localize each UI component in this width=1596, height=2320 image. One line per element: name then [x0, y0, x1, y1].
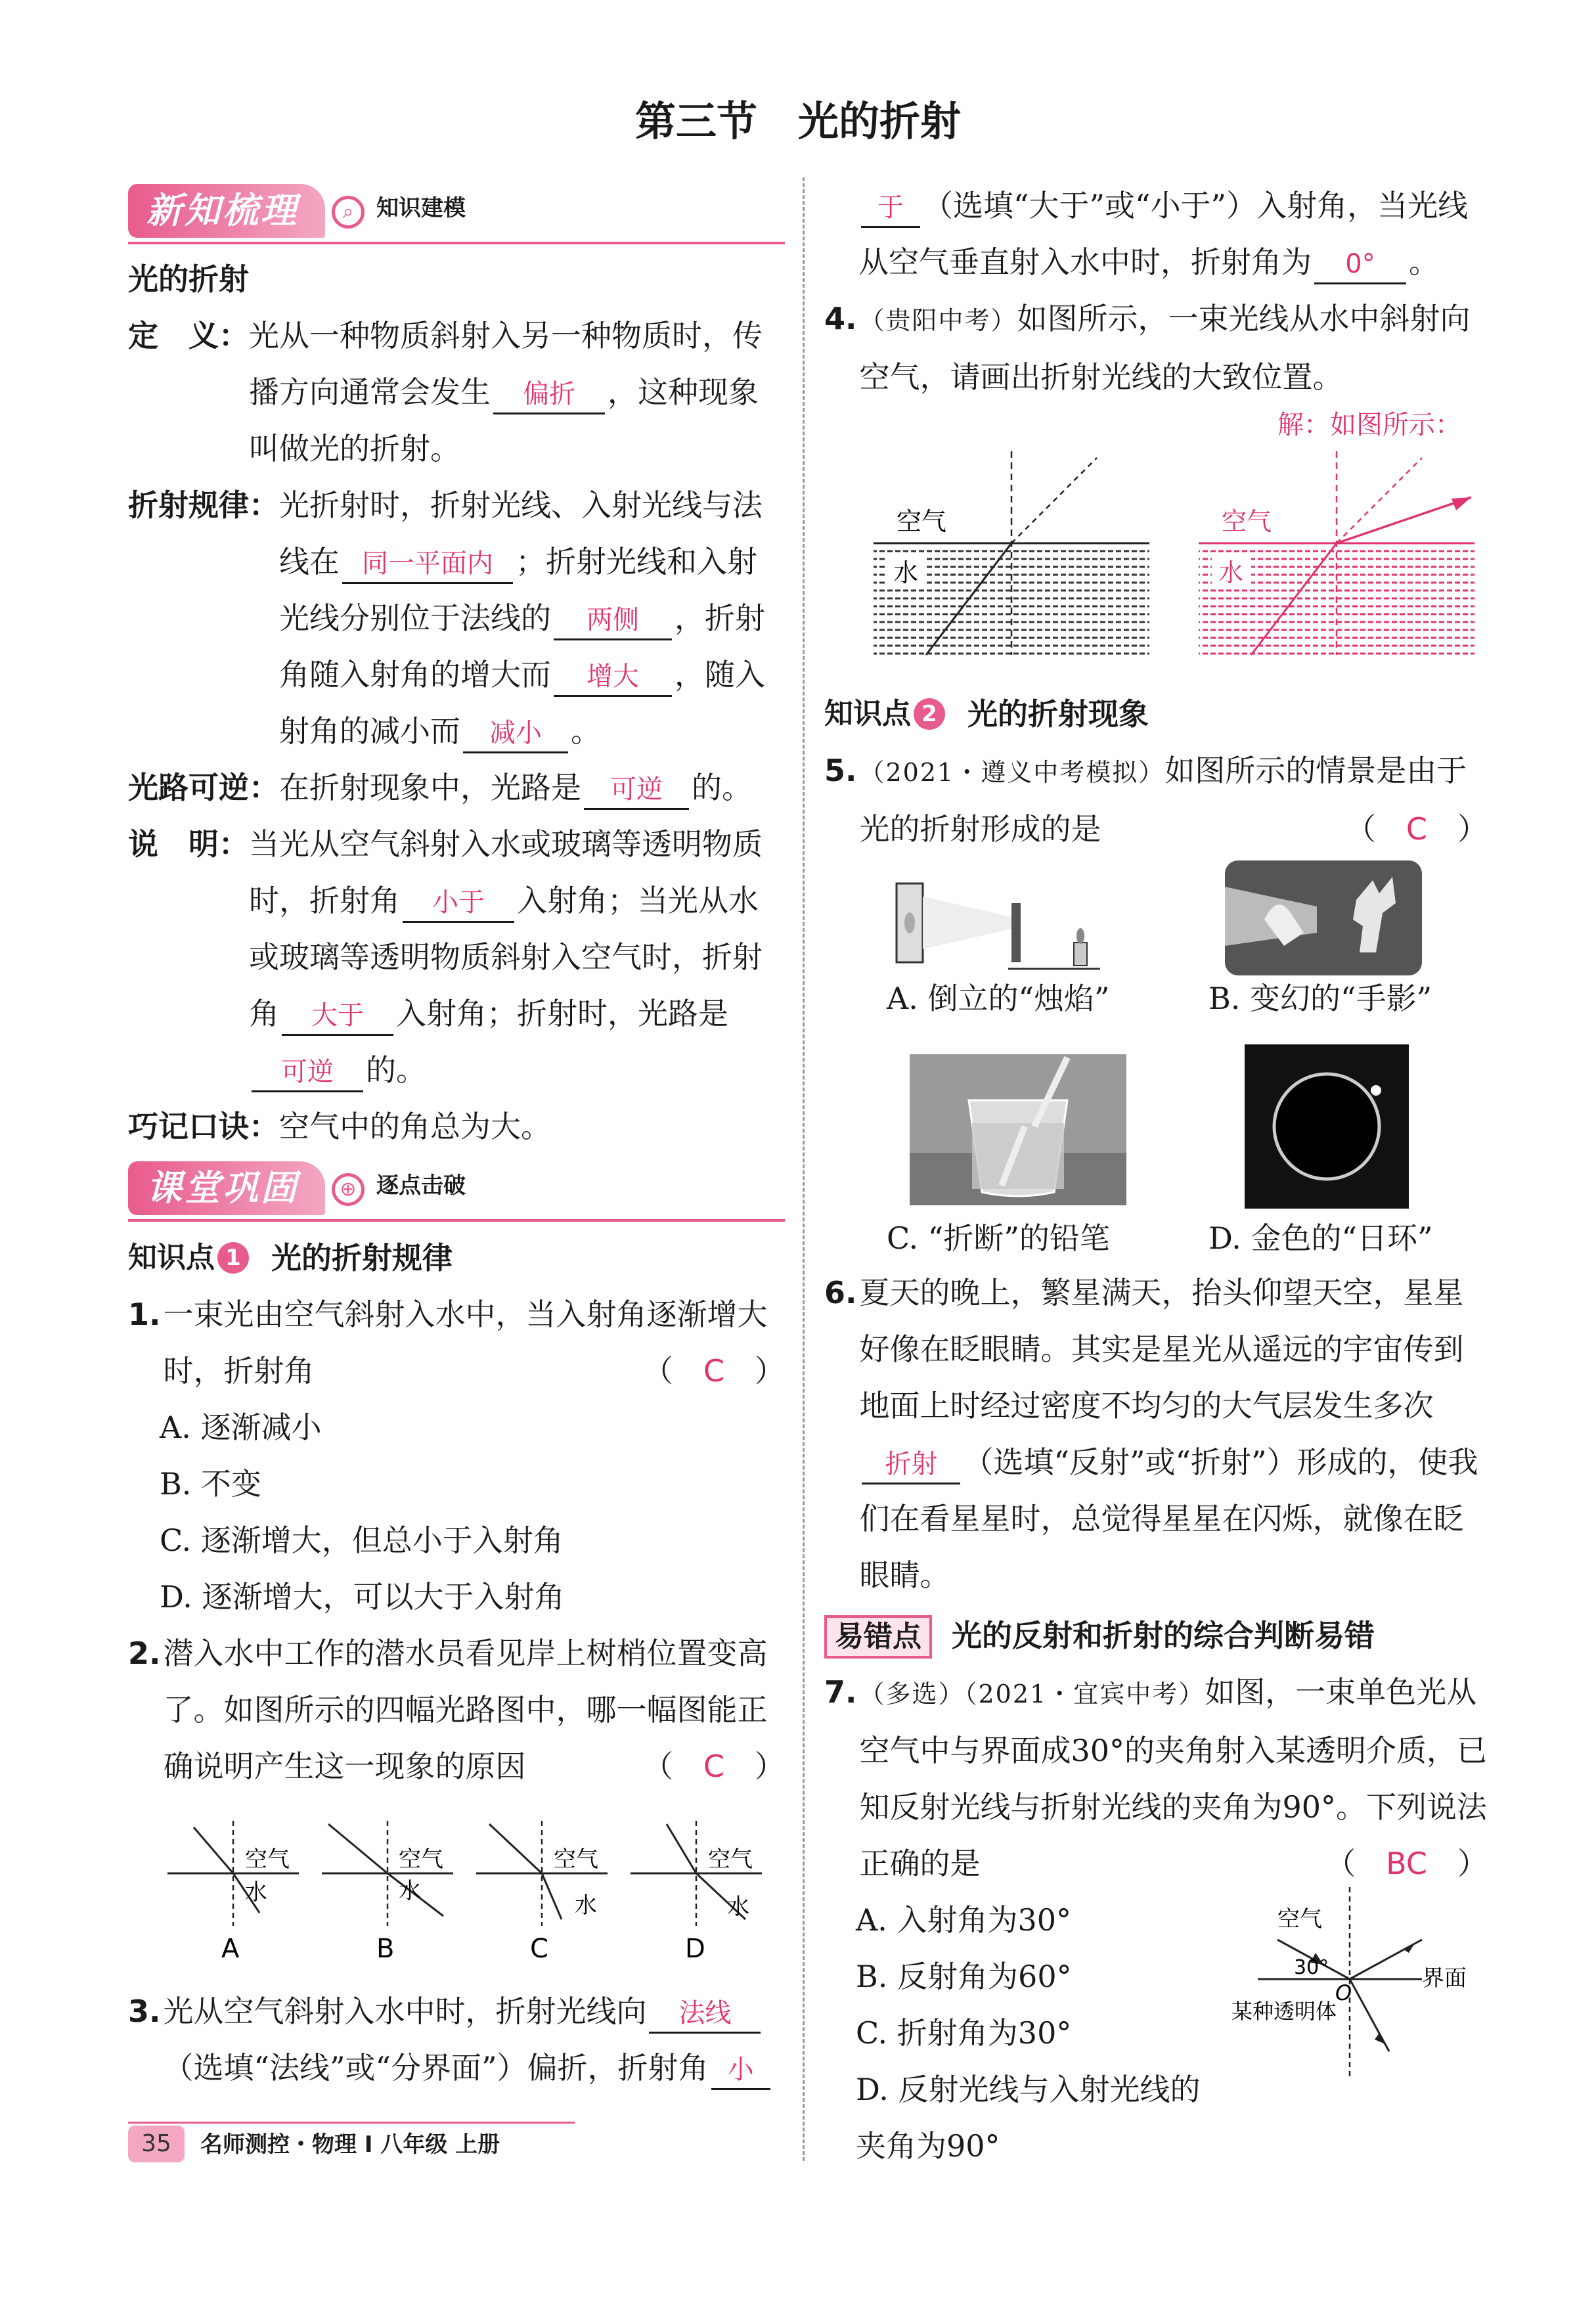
- question-number: 2.: [128, 1636, 161, 1671]
- banner-classroom: [128, 1157, 785, 1223]
- fig-water-label: 水: [245, 1879, 267, 1906]
- fig-water-label: 水: [575, 1892, 597, 1919]
- hand-shadow-image: [1225, 860, 1422, 975]
- note-item: [128, 816, 785, 1098]
- question-6: [824, 1264, 1488, 1603]
- question-stem: 如图，一束单色光从空气中与界面成30°的夹角射入某透明介质，已知反射光线与折射光线的夹角为90°。下列说法正确的是: [859, 1674, 1488, 1881]
- question-text: （选填“法线”或“分界面”）偏折，折射角: [163, 2050, 709, 2086]
- question-number: 1.: [128, 1297, 161, 1332]
- magnifier-icon: ⌕: [332, 196, 365, 229]
- definition-text: ，这种现象叫做光的折射。: [249, 374, 759, 466]
- banner-underline: [128, 1219, 785, 1222]
- kp-title: 光的折射规律: [271, 1240, 453, 1276]
- option: B. 不变: [160, 1466, 262, 1502]
- law-text: 光折射时，折射光线、入射光线与法线在: [279, 487, 763, 579]
- q2-light-path-figures: [128, 1795, 785, 1965]
- law-text: 。: [571, 713, 601, 749]
- reversible-text: 在折射现象中，光路是: [279, 770, 581, 805]
- question-text: 夏天的晚上，繁星满天，抬头仰望天空，星星好像在眨眼睛。其实是星光从遥远的宇宙传到地面上时经过密度不均匀的大气层发生多次: [859, 1275, 1464, 1423]
- answer-blank: 法线: [649, 1995, 761, 2034]
- answer: C: [703, 1353, 724, 1389]
- option: B. 反射角为60°: [856, 1959, 1072, 1994]
- question-source: （贵阳中考）: [859, 306, 1017, 335]
- knowledge-point-2: [824, 686, 1488, 742]
- answer-blank: 大于: [282, 997, 393, 1036]
- fig-letter: D: [685, 1934, 705, 1964]
- definition-text: 光从一种物质斜射入另一种物质时，传播方向通常会发生: [249, 318, 763, 410]
- mnemonic-label: 巧记口诀：: [128, 1109, 279, 1144]
- banner-title: 新知梳理: [128, 184, 325, 238]
- note-text: 入射角；当光从水或玻璃等透明物质斜射入空气时，折射角: [249, 883, 763, 1031]
- kp-number: 2: [914, 698, 945, 730]
- question-stem: 如图所示，一束光线从水中斜射向空气，请画出折射光线的大致位置。: [859, 301, 1471, 395]
- answer-paren: （ C ）: [642, 1749, 785, 1784]
- answer-blank: 小: [711, 2051, 770, 2090]
- note-label: 说 明：: [128, 826, 249, 862]
- option: A. 逐渐减小: [160, 1410, 322, 1445]
- law-label: 折射规律：: [128, 487, 279, 523]
- answer-blank: 0°: [1314, 246, 1406, 284]
- banner-subtitle: 逐点击破: [376, 1172, 466, 1199]
- law-text: ，随入射角的减小而: [279, 657, 765, 749]
- option: D. 反射光线与入射光线的夹角为90°: [856, 2072, 1201, 2164]
- reversible-item: [128, 759, 785, 816]
- law-text: ；折射光线和入射光线分别位于法线的: [279, 544, 757, 636]
- answer: C: [703, 1749, 724, 1784]
- answer-paren: （ C ）: [1345, 811, 1488, 847]
- solution-label: 解：如图所示：: [1277, 410, 1461, 440]
- answer-paren: （ BC ）: [1325, 1846, 1488, 1881]
- option: A. 入射角为30°: [856, 1902, 1071, 1938]
- error-prone-heading: [824, 1607, 1488, 1664]
- answer-blank: 小于: [403, 884, 514, 923]
- kp-number: 1: [217, 1242, 249, 1274]
- air-label: 空气: [1222, 507, 1272, 536]
- question-5: [824, 742, 1488, 1264]
- answer-blank: 同一平面内: [342, 545, 513, 584]
- question-3: [128, 1983, 785, 2096]
- banner-title: 课堂巩固: [128, 1161, 325, 1215]
- water-label: 水: [893, 558, 919, 587]
- air-label: 空气: [897, 507, 947, 536]
- question-7: [824, 1664, 1488, 2174]
- answer-blank: 两侧: [554, 602, 672, 640]
- fig-air-label: 空气: [399, 1846, 443, 1873]
- reversible-text: 的。: [692, 770, 752, 805]
- fig-origin-label: O: [1335, 1980, 1352, 2005]
- q4-problem-figure: [874, 451, 1149, 655]
- question-4: [824, 290, 1488, 679]
- footer-book-title: 名师测控・物理 I 八年级 上册: [200, 2131, 500, 2158]
- option-caption: D. 金色的“日环”: [1208, 1220, 1433, 1256]
- answer-blank: 于: [861, 189, 920, 228]
- question-text: （选填“反射”或“折射”）形成的，使我们在看星星时，总觉得星星在闪烁，就像在眨眼睛。: [859, 1444, 1478, 1593]
- option-caption: A. 倒立的“烛焰”: [887, 981, 1110, 1016]
- answer-blank: 可逆: [252, 1054, 363, 1092]
- mnemonic-item: [128, 1098, 785, 1155]
- banner-underline: [128, 242, 785, 244]
- figure-D: [631, 1821, 762, 1964]
- fig-water-label: 水: [399, 1878, 421, 1904]
- fig-water-label: 水: [727, 1894, 749, 1920]
- note-text: 的。: [366, 1052, 426, 1088]
- q7-figure: [1231, 1887, 1488, 2084]
- answer: BC: [1386, 1846, 1427, 1881]
- error-tag: 易错点: [824, 1615, 932, 1659]
- right-column: [824, 177, 1488, 2174]
- answer-blank: 偏折: [493, 376, 605, 414]
- note-text: 入射角；折射时，光路是: [396, 996, 728, 1031]
- option: D. 逐渐增大，可以大于入射角: [160, 1579, 565, 1615]
- question-number: 4.: [824, 301, 857, 336]
- fig-interface-label: 界面: [1422, 1965, 1467, 1992]
- footer-rule: [128, 2122, 575, 2124]
- fig-air-label: 空气: [554, 1846, 598, 1873]
- question-text: （选填“大于”或“小于”）入射角，当光线从空气垂直射入水中时，折射角为: [858, 188, 1469, 280]
- question-number: 5.: [824, 753, 857, 788]
- target-icon: ⊕: [332, 1173, 365, 1206]
- left-column: [128, 177, 785, 2096]
- water-label: 水: [1218, 558, 1244, 587]
- question-source: （多选）（2021・宜宾中考）: [859, 1680, 1205, 1708]
- answer-blank: 折射: [862, 1446, 960, 1484]
- bent-pencil-image: [910, 1054, 1126, 1205]
- answer-blank: 可逆: [584, 771, 689, 810]
- question-number: 6.: [824, 1275, 857, 1310]
- page-footer: [128, 2122, 588, 2168]
- law-text: ，折射角随入射角的增大而: [279, 600, 765, 692]
- definition-label: 定 义：: [128, 318, 249, 353]
- fig-letter: C: [530, 1934, 548, 1964]
- knowledge-point-1: [128, 1230, 785, 1286]
- option: C. 折射角为30°: [856, 2015, 1072, 2051]
- fig-medium-label: 某种透明体: [1231, 1999, 1337, 2024]
- question-stem: 潜入水中工作的潜水员看见岸上树梢位置变高了。如图所示的四幅光路图中，哪一幅图能正确说明产生这一现象的原因: [163, 1636, 768, 1784]
- kp-tag: 知识点: [824, 697, 911, 730]
- question-2: [128, 1625, 785, 1983]
- mnemonic-text: 空气中的角总为大。: [279, 1109, 551, 1144]
- fig-letter: A: [221, 1934, 240, 1964]
- fig-letter: B: [376, 1934, 395, 1964]
- q4-figures: [824, 445, 1488, 661]
- reversible-label: 光路可逆：: [128, 770, 279, 805]
- kp-title: 光的折射现象: [967, 696, 1149, 732]
- fig-air-label: 空气: [708, 1846, 753, 1873]
- page-number: 35: [128, 2126, 185, 2162]
- figure-C: [476, 1821, 608, 1964]
- figure-A: [167, 1821, 299, 1964]
- question-3-continued: [824, 177, 1488, 290]
- question-source: （2021・遵义中考模拟）: [859, 758, 1165, 787]
- kp-tag: 知识点: [128, 1241, 215, 1274]
- page-title: 第三节 光的折射: [634, 97, 961, 145]
- answer-blank: 增大: [554, 658, 672, 697]
- answer-paren: （ C ）: [642, 1353, 785, 1389]
- q4-solution-figure: [1199, 451, 1474, 655]
- refraction-law-item: [128, 477, 785, 759]
- question-stem: 一束光由空气斜射入水中，当入射角逐渐增大时，折射角: [163, 1297, 768, 1389]
- fig-air-label: 空气: [245, 1846, 290, 1873]
- banner-new-knowledge: [128, 180, 785, 246]
- annular-eclipse-image: [1245, 1044, 1409, 1209]
- definition-item: [128, 307, 785, 477]
- pinhole-camera-image: [890, 870, 1113, 975]
- fig-angle-label: 30°: [1294, 1956, 1329, 1979]
- answer-blank: 减小: [463, 715, 568, 753]
- banner-subtitle: 知识建模: [376, 195, 466, 221]
- option-caption: B. 变幻的“手影”: [1208, 981, 1432, 1016]
- note-text: 当光从空气斜射入水或玻璃等透明物质时，折射角: [249, 826, 763, 918]
- fig-air-label: 空气: [1277, 1906, 1322, 1932]
- q5-option-images: [824, 857, 1488, 1264]
- question-number: 7.: [824, 1674, 857, 1710]
- option: C. 逐渐增大，但总小于入射角: [160, 1523, 564, 1558]
- figure-B: [322, 1821, 453, 1964]
- error-title: 光的反射和折射的综合判断易错: [952, 1618, 1375, 1653]
- question-text: 光从空气斜射入水中时，折射光线向: [163, 1994, 647, 2029]
- question-stem: 如图所示的情景是由于光的折射形成的是: [859, 753, 1467, 847]
- section-heading: 光的折射: [128, 261, 249, 297]
- answer: C: [1406, 811, 1427, 847]
- question-text: 。: [1409, 244, 1439, 280]
- question-number: 3.: [128, 1994, 161, 2029]
- option-caption: C. “折断”的铅笔: [887, 1220, 1110, 1256]
- column-divider: [803, 177, 805, 2161]
- question-1: [128, 1286, 785, 1625]
